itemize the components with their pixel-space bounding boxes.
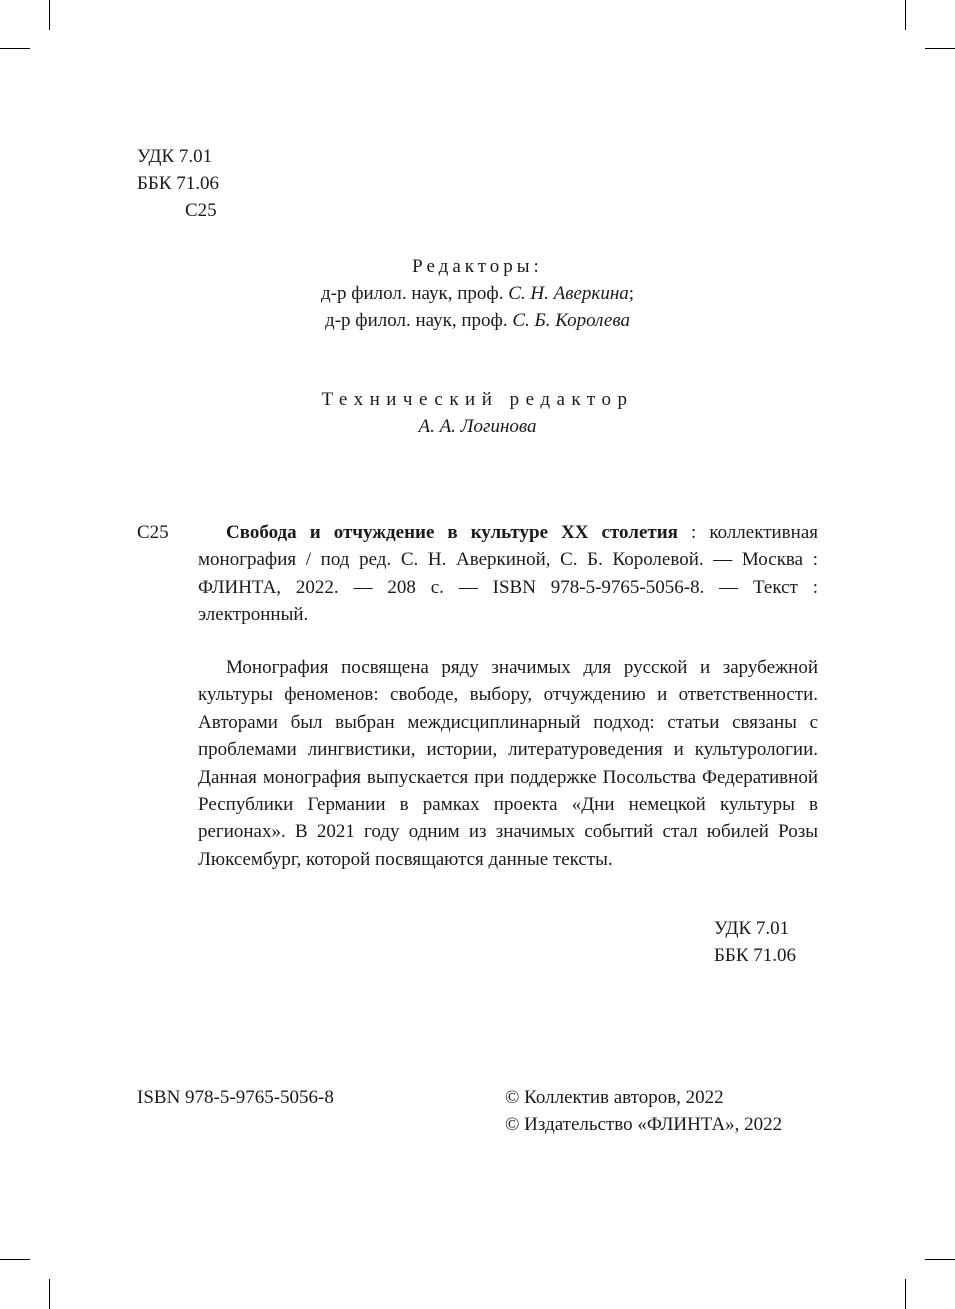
editor-1-name: С. Н. Аверкина <box>508 283 629 304</box>
crop-mark-bottom-right-v <box>905 1279 906 1309</box>
crop-mark-bottom-right-h <box>925 1259 955 1260</box>
copyright-publisher: © Издательство «ФЛИНТА», 2022 <box>505 1114 783 1135</box>
book-title: Свобода и отчуждение в культуре XX столетия <box>226 522 678 543</box>
editors-heading: Редакторы: <box>412 256 543 277</box>
crop-mark-bottom-left-v <box>49 1279 50 1309</box>
abstract-text: Монография посвящена ряду значимых для русской и зарубежной культуры феноменов: свободе, выбору, отчуждению и ответственности. Авторами был выбран междисциплинарный подход: статьи связаны с проблемами лингвистики, истории, литературоведения и культурологии. Данная монография выпускается при поддержке Посольства Федеративной Республики Германии в рамках проекта «Дни немецкой культуры в регионах». В 2021 году одним из значимых событий стал юбилей Розы Люксембург, которой посвящаются данные тексты. <box>198 657 818 870</box>
editor-1-credentials: д-р филол. наук, проф. <box>320 283 504 304</box>
header-udk: УДК 7.01 <box>137 146 213 167</box>
technical-editor-name <box>0 412 955 441</box>
editor-2-name: С. Б. Королева <box>512 310 630 331</box>
crop-mark-top-right-v <box>905 0 906 30</box>
header-bbk: ББК 71.06 <box>137 173 219 194</box>
crop-mark-top-left-v <box>49 0 50 30</box>
crop-mark-top-left-h <box>0 48 30 49</box>
abstract <box>198 654 818 873</box>
technical-editor-name-text: А. А. Логинова <box>418 416 537 437</box>
footer-bbk: ББК 71.06 <box>714 945 796 966</box>
bibliographic-record <box>198 519 818 629</box>
copyright-authors: © Коллектив авторов, 2022 <box>505 1087 724 1108</box>
isbn: ISBN 978-5-9765-5056-8 <box>137 1087 334 1108</box>
bibliographic-mark: С25 <box>137 522 169 543</box>
editor-2-credentials: д-р филол. наук, проф. <box>325 310 508 331</box>
header-author-mark: С25 <box>185 200 217 221</box>
crop-mark-top-right-h <box>925 48 955 49</box>
technical-editor-heading: Технический редактор <box>321 389 634 410</box>
bibliographic-description: : коллективная монография / под ред. С. Н. Аверкиной, С. Б. Королевой. — Москва : ФЛИНТА, 2022. — 208 с. — ISBN 978-5-9765-5056-8. — Текст : электронный. <box>198 522 818 626</box>
footer-udk: УДК 7.01 <box>714 918 790 939</box>
editor-1-suffix: ; <box>628 283 635 304</box>
editor-2 <box>0 306 955 335</box>
editor-1 <box>0 279 955 308</box>
crop-mark-bottom-left-h <box>0 1259 30 1260</box>
